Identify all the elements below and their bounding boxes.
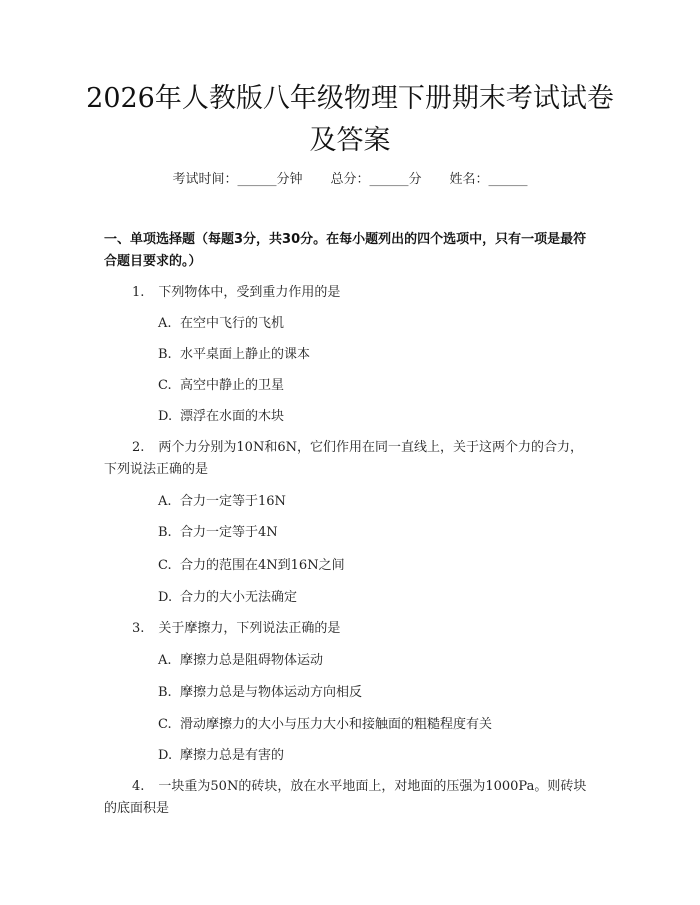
question-text: 一块重为50N的砖块，放在水平地面上，对地面的压强为1000Pa。则砖块的底面积是	[104, 779, 587, 816]
option-text: 高空中静止的卫星	[180, 378, 285, 393]
option-text: 摩擦力总是有害的	[180, 748, 285, 763]
question-number: 3.	[132, 621, 145, 636]
question-text: 两个力分别为10N和6N，它们作用在同一直线上，关于这两个力的合力，下列说法正确的是	[104, 440, 583, 477]
option-letter: B.	[158, 685, 172, 700]
option-letter: D.	[158, 590, 173, 605]
question-1-option-b	[158, 344, 598, 366]
option-text: 漂浮在水面的木块	[180, 409, 285, 424]
question-3-option-d	[158, 745, 598, 767]
option-text: 合力的范围在4N到16N之间	[180, 558, 345, 573]
option-text: 合力的大小无法确定	[180, 590, 298, 605]
option-text: 滑动摩擦力的大小与压力大小和接触面的粗糙程度有关	[180, 717, 493, 732]
option-text: 水平桌面上静止的课本	[180, 347, 311, 362]
document-title: 2026年人教版八年级物理下册期末考试试卷及答案	[86, 83, 614, 156]
question-3	[104, 618, 594, 640]
question-2-option-a	[158, 491, 598, 513]
name-label: 姓名：______	[449, 172, 528, 187]
question-text: 关于摩擦力，下列说法正确的是	[158, 621, 341, 636]
section-heading: 一、单项选择题（每题3分，共30分。在每小题列出的四个选项中，只有一项是最符合题目要求的。）	[104, 232, 587, 269]
question-number: 4.	[132, 779, 145, 794]
question-2-option-d	[158, 587, 598, 609]
question-3-option-b	[158, 682, 598, 704]
question-2-option-c	[158, 555, 598, 577]
exam-info-line	[0, 168, 700, 187]
option-text: 摩擦力总是与物体运动方向相反	[180, 685, 363, 700]
option-letter: B.	[158, 347, 172, 362]
question-3-option-c	[158, 714, 598, 736]
option-letter: A.	[158, 494, 172, 509]
total-score-label: 总分：______分	[330, 172, 422, 187]
question-2-option-b	[158, 522, 598, 544]
question-1-option-c	[158, 375, 598, 397]
question-text: 下列物体中，受到重力作用的是	[158, 285, 341, 300]
option-text: 摩擦力总是阻碍物体运动	[180, 653, 324, 668]
exam-time-label: 考试时间：______分钟	[172, 172, 303, 187]
option-letter: A.	[158, 653, 172, 668]
question-number: 2.	[132, 440, 145, 455]
question-1	[104, 282, 594, 304]
option-text: 合力一定等于16N	[180, 494, 286, 509]
option-letter: D.	[158, 409, 173, 424]
option-letter: B.	[158, 525, 172, 540]
option-text: 在空中飞行的飞机	[180, 316, 285, 331]
question-3-option-a	[158, 650, 598, 672]
option-letter: C.	[158, 717, 172, 732]
question-1-option-d	[158, 406, 598, 428]
question-1-option-a	[158, 313, 598, 335]
question-2	[104, 437, 594, 481]
option-letter: D.	[158, 748, 173, 763]
option-letter: A.	[158, 316, 172, 331]
question-number: 1.	[132, 285, 145, 300]
question-4	[104, 776, 594, 820]
option-text: 合力一定等于4N	[180, 525, 278, 540]
option-letter: C.	[158, 378, 172, 393]
option-letter: C.	[158, 558, 172, 573]
